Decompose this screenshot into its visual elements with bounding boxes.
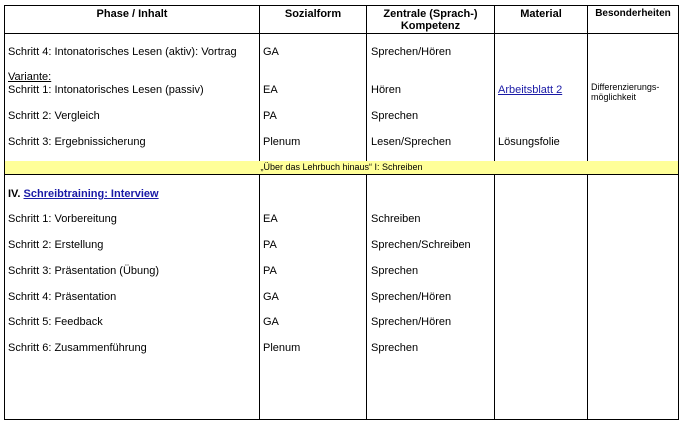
header-kompetenz-line2: Kompetenz (400, 20, 461, 32)
column-divider (587, 5, 588, 161)
cell-sozialform: GA (263, 291, 279, 303)
cell-phase: Schritt 3: Ergebnissicherung (8, 136, 146, 148)
band-bottom-line (4, 174, 679, 175)
table-border-bottom (4, 419, 679, 420)
besonderheit-note (591, 82, 659, 102)
header-kompetenz (367, 8, 494, 32)
header-kompetenz-line1: Zentrale (Sprach-) (383, 8, 478, 20)
cell-sozialform: Plenum (263, 342, 301, 354)
header-besonderheiten: Besonderheiten (595, 8, 671, 19)
cell-kompetenz: Sprechen/Hören (371, 291, 452, 303)
column-divider (366, 174, 367, 420)
cell-phase: Schritt 2: Vergleich (8, 110, 100, 122)
cell-kompetenz: Sprechen/Schreiben (371, 239, 471, 251)
column-divider (4, 5, 5, 420)
header-sozialform: Sozialform (284, 8, 342, 20)
section-heading-link[interactable]: Schreibtraining: Interview (23, 188, 159, 200)
cell-sozialform: GA (263, 46, 279, 58)
cell-kompetenz: Sprechen/Hören (371, 316, 452, 328)
cell-kompetenz: Sprechen (371, 265, 419, 277)
column-divider (259, 5, 260, 161)
header-phase: Phase / Inhalt (96, 8, 168, 20)
cell-sozialform: PA (263, 265, 277, 277)
cell-phase: Schritt 1: Intonatorisches Lesen (passiv) (8, 84, 204, 96)
cell-phase: Schritt 1: Vorbereitung (8, 213, 117, 225)
variante-label: Variante: (8, 71, 52, 83)
section-number: IV. (8, 188, 21, 200)
cell-phase: Schritt 6: Zusammenführung (8, 342, 147, 354)
table-header-divider (4, 33, 679, 34)
besonderheit-line2: möglichkeit (591, 92, 637, 102)
section-band-title: „Über das Lehrbuch hinaus“ I: Schreiben (260, 162, 423, 172)
cell-phase: Schritt 2: Erstellung (8, 239, 104, 251)
cell-kompetenz: Sprechen/Hören (371, 46, 452, 58)
cell-sozialform: PA (263, 110, 277, 122)
cell-kompetenz: Lesen/Sprechen (371, 136, 452, 148)
cell-phase: Schritt 4: Präsentation (8, 291, 117, 303)
table-border-top (4, 5, 679, 6)
column-divider (587, 174, 588, 420)
cell-sozialform: Plenum (263, 136, 301, 148)
cell-kompetenz: Hören (371, 84, 401, 96)
cell-kompetenz: Sprechen (371, 110, 419, 122)
cell-sozialform: GA (263, 316, 279, 328)
column-divider (494, 174, 495, 420)
column-divider (494, 5, 495, 161)
column-divider (259, 174, 260, 420)
cell-sozialform: PA (263, 239, 277, 251)
header-material: Material (520, 8, 562, 20)
cell-kompetenz: Schreiben (371, 213, 421, 225)
cell-phase: Schritt 4: Intonatorisches Lesen (aktiv): Vortrag (8, 46, 237, 58)
cell-sozialform: EA (263, 213, 278, 225)
cell-kompetenz: Sprechen (371, 342, 419, 354)
besonderheit-line1: Differenzierungs- (591, 82, 660, 92)
cell-material: Lösungsfolie (498, 136, 560, 148)
column-divider (678, 5, 679, 420)
arbeitsblatt-link[interactable]: Arbeitsblatt 2 (498, 84, 563, 96)
section-heading (8, 188, 159, 201)
cell-sozialform: EA (263, 84, 278, 96)
cell-phase: Schritt 5: Feedback (8, 316, 103, 328)
cell-phase: Schritt 3: Präsentation (Übung) (8, 265, 160, 277)
